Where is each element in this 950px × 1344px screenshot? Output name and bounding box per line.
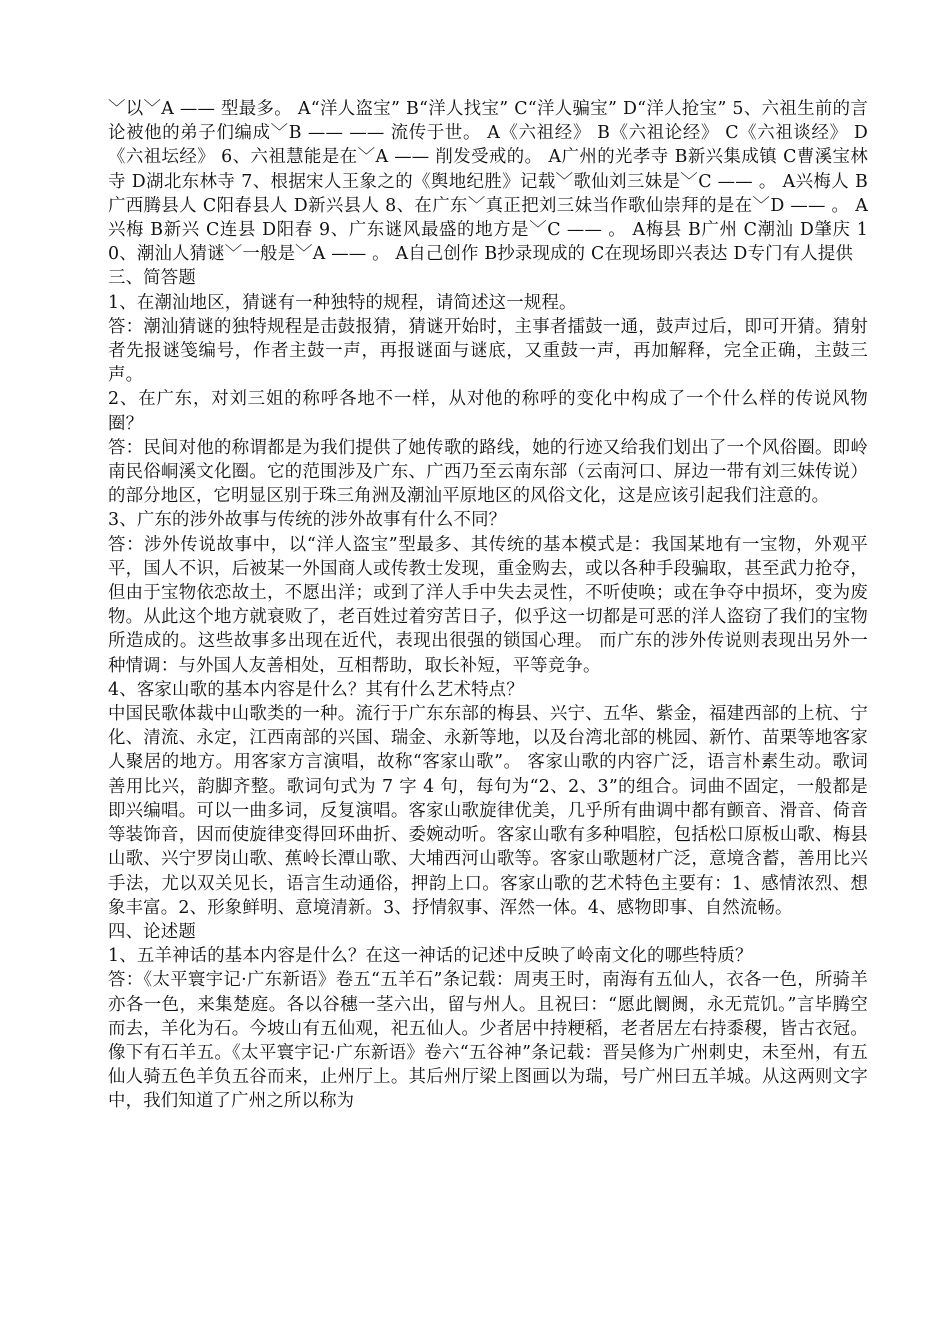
multiple-choice-continuation: ﹀以﹀A —— 型最多。 A“洋人盗宝” B“洋人找宝” C“洋人骗宝” D“洋人抢宝” 5、六祖生前的言论被他的弟子们编成﹀B —— —— 流传于世。 A《六祖经》 B《六祖论经》 C《六祖谈经》 D《六祖坛经》 6、六祖慧能是在﹀A —— 削发受戒的。 A广州的光孝寺 B新兴集成镇 C曹溪宝林寺 D湖北东林寺 7、根据宋人王象之的《舆地纪胜》记载﹀歌仙刘三妹是﹀C —— 。 A兴梅人 B广西腾县人 C阳春县人 D新兴县人 8、在广东﹀真正把刘三妹当作歌仙崇拜的是在﹀D —— 。 A兴梅 B新兴 C连县 D阳春 9、广东谜风最盛的地方是﹀C —— 。 A梅县 B广州 C潮汕 D肇庆 10、潮汕人猜谜﹀一般是﹀A —— 。 A自己创作 B抄录现成的 C在现场即兴表达 D专门有人提供 <box>108 99 868 265</box>
essay-question-1: 1、五羊神话的基本内容是什么？在这一神话的记述中反映了岭南文化的哪些特质？ <box>108 946 753 967</box>
answer-4: 中国民歌体裁中山歌类的一种。流行于广东东部的梅县、兴宁、五华、紫金，福建西部的上杭、宁化、清流、永定，江西南部的兴国、瑞金、永新等地，以及台湾北部的桃园、新竹、苗栗等地客家人聚居的地方。用客家方言演唱，故称“客家山歌”。 客家山歌的内容广泛，语言朴素生动。歌词善用比兴，韵脚齐整。歌词句式为 7 字 4 句，每句为“2、2、3”的组合。词曲不固定，一般都是即兴编唱。可以一曲多词，反复演唱。客家山歌旋律优美，几乎所有曲调中都有颤音、滑音、倚音等装饰音，因而使旋律变得回环曲折、委婉动听。客家山歌有多种唱腔，包括松口原板山歌、梅县山歌、兴宁罗岗山歌、蕉岭长潭山歌、大埔西河山歌等。客家山歌题材广泛，意境含蓄，善用比兴手法，尤以双关见长，语言生动通俗，押韵上口。客家山歌的艺术特色主要有：1、感情浓烈、想象丰富。2、形象鲜明、意境清新。3、抒情叙事、浑然一体。4、感物即事、自然流畅。 <box>108 704 868 918</box>
section-heading-short-answer: 三、简答题 <box>108 268 196 289</box>
answer-2: 答：民间对他的称谓都是为我们提供了她传歌的路线，她的行迹又给我们划出了一个风俗圈。即岭南民俗峒溪文化圈。它的范围涉及广东、广西乃至云南东部（云南河口、屏边一带有刘三妹传说）的部分地区，它明显区别于珠三角洲及潮汕平原地区的风俗文化，这是应该引起我们注意的。 <box>108 437 868 507</box>
question-3: 3、广东的涉外故事与传统的涉外故事有什么不同？ <box>108 510 507 531</box>
document-page <box>108 97 868 1114</box>
answer-1: 答：潮汕猜谜的独特规程是击鼓报猜，猜谜开始时，主事者擂鼓一通，鼓声过后，即可开猜。猜射者先报谜笺编号，作者主鼓一声，再报谜面与谜底，又重鼓一声，再加解释，完全正确，主鼓三声。 <box>108 316 868 386</box>
essay-answer-1: 答：《太平寰宇记·广东新语》卷五“五羊石”条记载：周夷王时，南海有五仙人，衣各一色，所骑羊亦各一色，来集楚庭。各以谷穗一茎六出，留与州人。且祝曰：“愿此阛阓，永无荒饥。”言毕腾空而去，羊化为石。今坡山有五仙观，祀五仙人。少者居中持粳稻，老者居左右持黍稷，皆古衣冠。像下有石羊五。《太平寰宇记·广东新语》卷六“五谷神”条记载：晋吴修为广州刺史，未至州，有五仙人骑五色羊负五谷而来，止州厅上。其后州厅梁上图画以为瑞，号广州曰五羊城。从这两则文字中，我们知道了广州之所以称为 <box>108 970 868 1112</box>
question-2: 2、在广东，对刘三姐的称呼各地不一样，从对他的称呼的变化中构成了一个什么样的传说风物圈？ <box>108 389 868 434</box>
question-4: 4、客家山歌的基本内容是什么？其有什么艺术特点？ <box>108 679 524 700</box>
section-heading-essay: 四、论述题 <box>108 921 196 942</box>
answer-3: 答：涉外传说故事中，以“洋人盗宝”型最多、其传统的基本模式是：我国某地有一宝物，外观平平，国人不识，后被某一外国商人或传教士发现，重金购去，或以各种手段骗取，甚至武力抢夺，但由于宝物依恋故土，不愿出洋；或到了洋人手中失去灵性，不听使唤；或在争夺中损坏，变为废物。从此这个地方就衰败了，老百姓过着穷苦日子，似乎这一切都是可恶的洋人盗窃了我们的宝物所造成的。这些故事多出现在近代，表现出很强的锁国心理。 而广东的涉外传说则表现出另外一种情调：与外国人友善相处，互相帮助，取长补短，平等竞争。 <box>108 534 868 676</box>
question-1: 1、在潮汕地区，猜谜有一种独特的规程，请简述这一规程。 <box>108 292 577 313</box>
